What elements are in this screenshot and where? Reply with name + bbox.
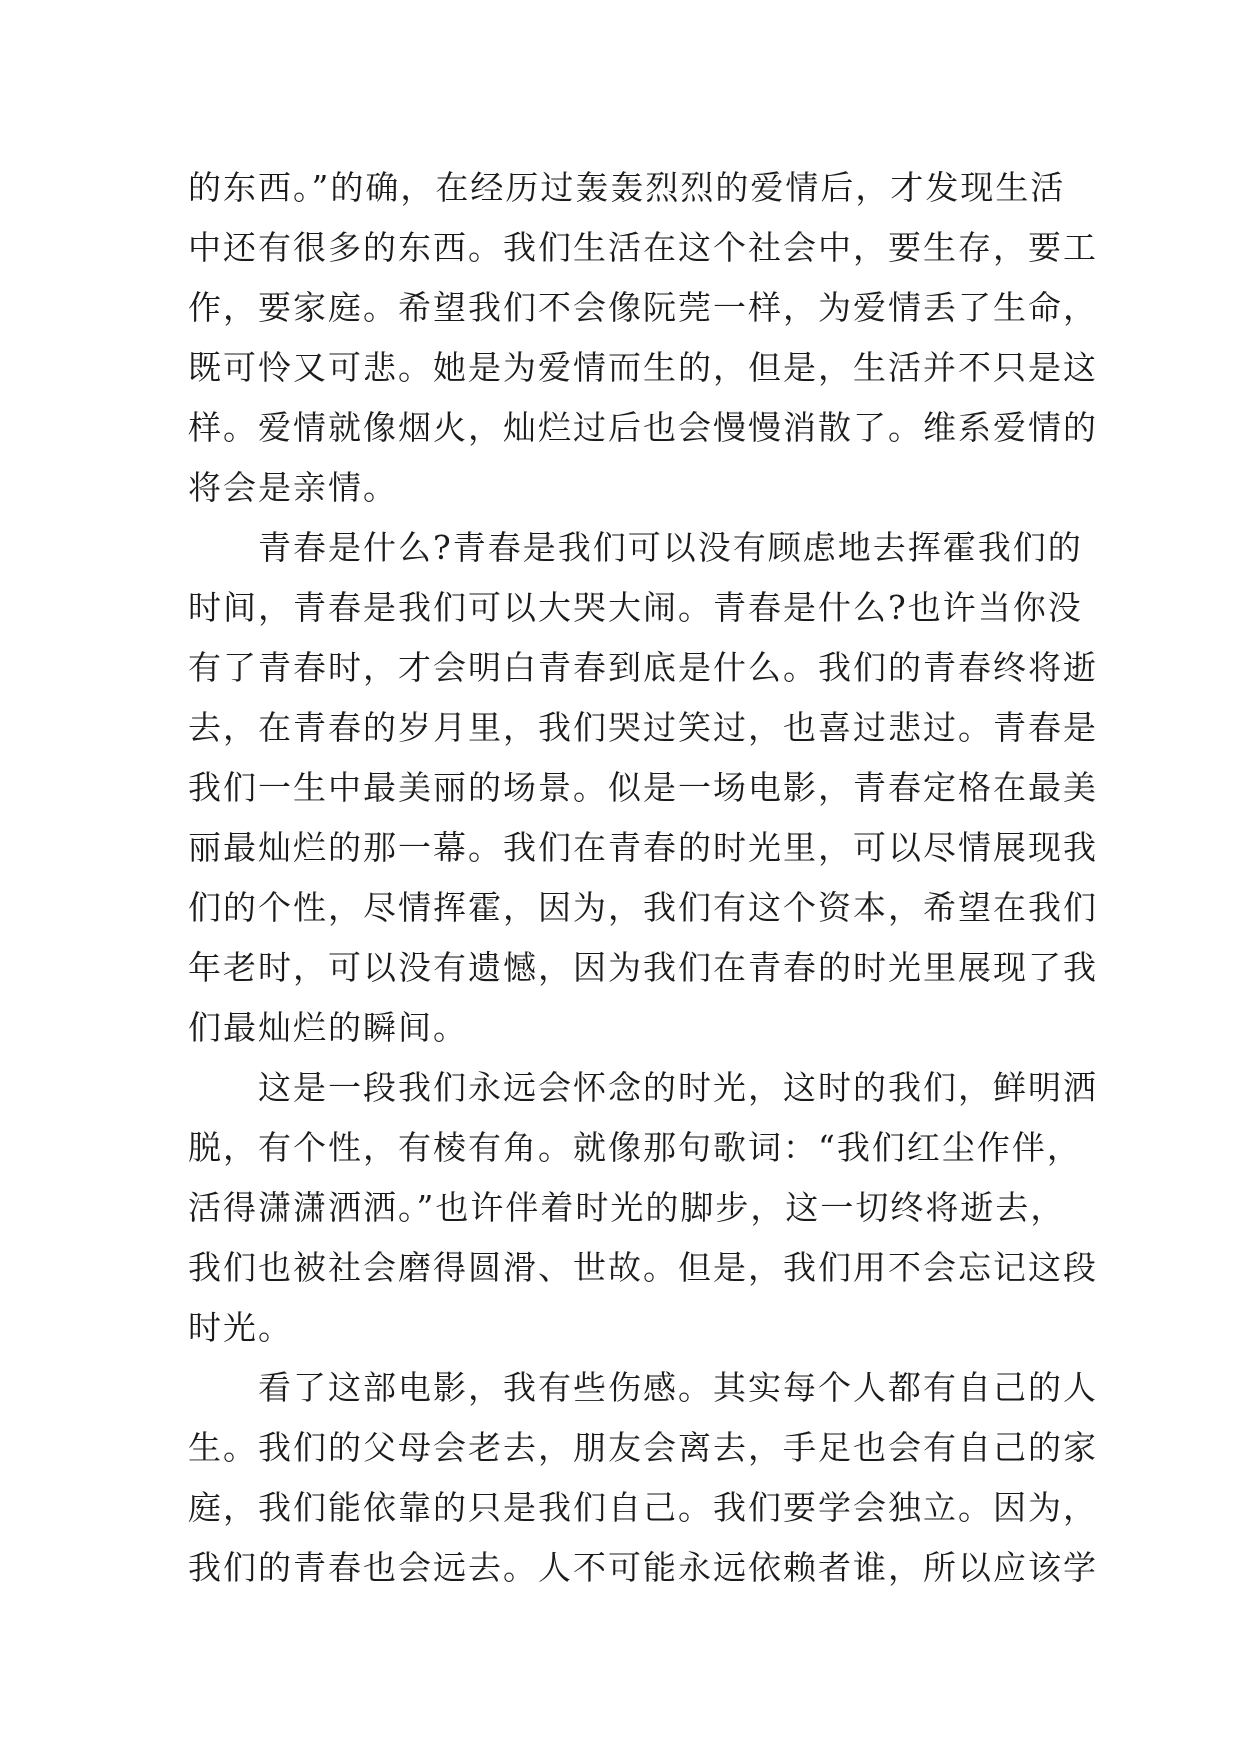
text-line: 我们的青春也会远去。人不可能永远依赖者谁，所以应该学 [188, 1548, 1098, 1587]
text-line: 去，在青春的岁月里，我们哭过笑过，也喜过悲过。青春是 [188, 708, 1098, 747]
text-line: 丽最灿烂的那一幕。我们在青春的时光里，可以尽情展现我 [188, 828, 1098, 867]
text-line: 我们也被社会磨得圆滑、世故。但是，我们用不会忘记这段 [188, 1248, 1098, 1287]
text-line: 有了青春时，才会明白青春到底是什么。我们的青春终将逝 [188, 648, 1098, 687]
text-line: 这是一段我们永远会怀念的时光，这时的我们，鲜明洒 [258, 1068, 1098, 1107]
text-line: 脱，有个性，有棱有角。就像那句歌词：“我们红尘作伴， [188, 1128, 1082, 1167]
text-line: 们最灿烂的瞬间。 [188, 1008, 468, 1047]
paragraph-2 [188, 518, 1098, 1058]
text-line: 将会是亲情。 [188, 468, 398, 507]
text-line: 作，要家庭。希望我们不会像阮莞一样，为爱情丢了生命， [188, 288, 1098, 327]
paragraph-4 [188, 1358, 1098, 1598]
text-line: 中还有很多的东西。我们生活在这个社会中，要生存，要工 [188, 228, 1098, 267]
paragraph-3 [188, 1058, 1098, 1358]
text-line: 我们一生中最美丽的场景。似是一场电影，青春定格在最美 [188, 768, 1098, 807]
text-line: 既可怜又可悲。她是为爱情而生的，但是，生活并不只是这 [188, 348, 1098, 387]
text-line: 时间，青春是我们可以大哭大闹。青春是什么?也许当你没 [188, 588, 1083, 627]
paragraph-1 [188, 158, 1098, 518]
text-line: 时光。 [188, 1308, 293, 1347]
body-text [188, 158, 1098, 1598]
text-line: 生。我们的父母会老去，朋友会离去，手足也会有自己的家 [188, 1428, 1098, 1467]
text-line: 青春是什么?青春是我们可以没有顾虑地去挥霍我们的 [258, 528, 1083, 567]
text-line: 们的个性，尽情挥霍，因为，我们有这个资本，希望在我们 [188, 888, 1098, 927]
text-line: 的东西。”的确，在经历过轰轰烈烈的爱情后，才发现生活 [188, 168, 1066, 207]
text-line: 庭，我们能依靠的只是我们自己。我们要学会独立。因为， [188, 1488, 1098, 1527]
text-line: 看了这部电影，我有些伤感。其实每个人都有自己的人 [258, 1368, 1098, 1407]
text-line: 样。爱情就像烟火，灿烂过后也会慢慢消散了。维系爱情的 [188, 408, 1098, 447]
text-line: 活得潇潇洒洒。”也许伴着时光的脚步，这一切终将逝去， [188, 1188, 1066, 1227]
text-line: 年老时，可以没有遗憾，因为我们在青春的时光里展现了我 [188, 948, 1098, 987]
